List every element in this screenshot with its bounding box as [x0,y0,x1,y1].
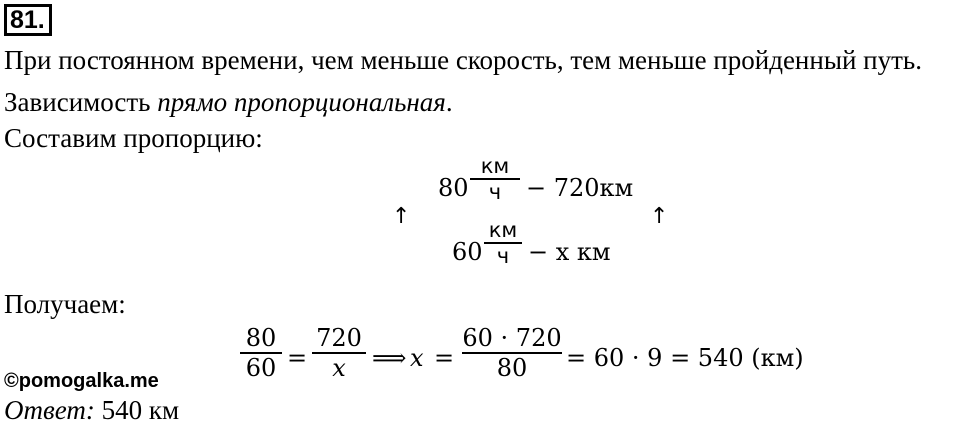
dependency-suffix: . [445,87,453,117]
speed-2-unit [484,218,522,268]
numerator: 720 [316,324,362,352]
speed-1-unit [470,154,520,204]
fraction-60x720-80 [462,324,562,382]
denominator: 60 [245,354,277,382]
speed-1-value: 80 [438,174,469,202]
problem-number: 81. [4,4,52,36]
answer-label: Ответ: [4,395,95,425]
fraction-720-x [312,324,366,382]
unit-denominator: ч [488,180,502,204]
proportion-intro: Составим пропорцию: [4,123,263,153]
fraction-80-60 [240,324,282,382]
variable-x: x [410,344,424,372]
speed-2-value: 60 [452,238,483,266]
left-arrow-icon: ↑ [392,204,411,229]
numerator: 60 · 720 [462,324,562,352]
statement-line: При постоянном времени, чем меньше скорость, тем меньше пройденный путь. [4,45,922,75]
unit-numerator: км [488,218,518,242]
result-intro: Получаем: [4,289,126,319]
denominator: 80 [496,354,528,382]
denominator: x [332,354,346,382]
unit-denominator: ч [496,244,510,268]
distance-1: − 720км [526,174,634,202]
right-arrow-icon: ↑ [650,204,669,229]
dependency-prefix: Зависимость [4,87,158,117]
answer-value: 540 км [94,395,180,425]
numerator: 80 [245,324,277,352]
watermark: ©pomogalka.me [4,370,159,392]
distance-2: − x км [528,238,611,266]
answer-line [4,394,179,426]
unit-numerator: км [480,154,510,178]
implies-sign: ⟹ [372,344,407,372]
dependency-line [4,86,453,118]
equation-result: = 60 · 9 = 540 (км) [566,344,804,372]
dependency-type: прямо пропорциональная [157,87,446,117]
equals-sign: = [434,344,455,372]
equals-sign: = [287,344,308,372]
